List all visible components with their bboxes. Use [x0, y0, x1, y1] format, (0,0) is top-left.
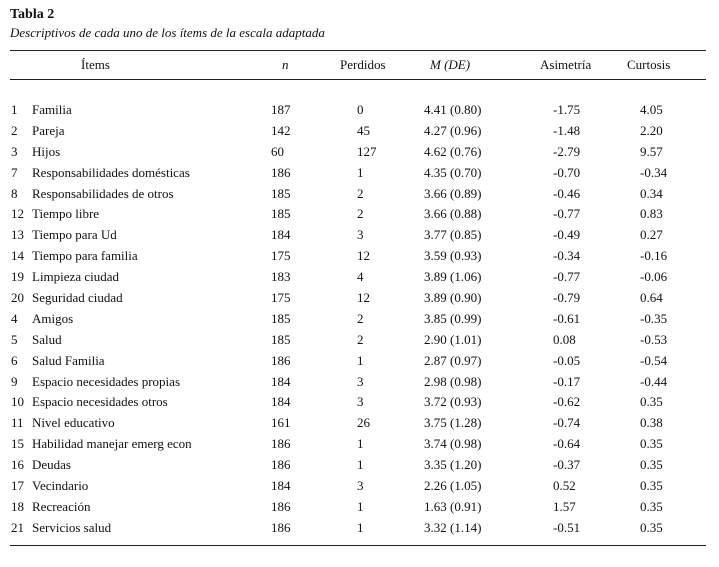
kurtosis-value: 0.27 — [640, 227, 663, 243]
n-value: 60 — [271, 143, 284, 159]
n-value: 142 — [271, 122, 291, 138]
table-row — [0, 227, 719, 248]
n-value: 184 — [271, 478, 291, 494]
lost-value: 1 — [357, 164, 364, 180]
item-number: 6 — [11, 352, 18, 368]
mean-sd-value: 3.66 (0.89) — [424, 185, 482, 201]
table-row — [0, 520, 719, 541]
asymmetry-value: -2.79 — [553, 143, 581, 159]
mean-sd-value: 1.63 (0.91) — [424, 498, 482, 514]
lost-value: 3 — [357, 394, 364, 410]
mean-sd-value: 3.89 (1.06) — [424, 269, 482, 285]
table-row — [0, 394, 719, 415]
table-row — [0, 290, 719, 311]
item-number: 5 — [11, 331, 18, 347]
header-items: Ítems — [81, 57, 110, 72]
item-number: 16 — [11, 457, 24, 473]
item-label: Vecindario — [32, 478, 89, 494]
table-row — [0, 186, 719, 207]
kurtosis-value: -0.53 — [640, 331, 668, 347]
n-value: 186 — [271, 519, 291, 535]
item-label: Hijos — [32, 143, 61, 159]
lost-value: 1 — [357, 436, 364, 452]
item-number: 3 — [11, 143, 18, 159]
mean-sd-value: 3.85 (0.99) — [424, 310, 482, 326]
mean-sd-value: 3.35 (1.20) — [424, 457, 482, 473]
top-rule — [10, 50, 706, 51]
asymmetry-value: -0.74 — [553, 415, 581, 431]
kurtosis-value: 0.64 — [640, 290, 663, 306]
item-label: Recreación — [32, 498, 91, 514]
asymmetry-value: 1.57 — [553, 498, 576, 514]
lost-value: 1 — [357, 498, 364, 514]
lost-value: 1 — [357, 519, 364, 535]
lost-value: 4 — [357, 269, 364, 285]
n-value: 184 — [271, 373, 291, 389]
item-label: Espacio necesidades otros — [32, 394, 168, 410]
table-row — [0, 165, 719, 186]
kurtosis-value: 0.83 — [640, 206, 663, 222]
item-number: 4 — [11, 310, 18, 326]
table-row — [0, 436, 719, 457]
item-label: Salud — [32, 331, 62, 347]
item-number: 19 — [11, 269, 24, 285]
lost-value: 26 — [357, 415, 370, 431]
header-asymmetry: Asimetría — [540, 57, 592, 72]
kurtosis-value: 0.35 — [640, 457, 663, 473]
item-number: 21 — [11, 519, 24, 535]
table-row — [0, 102, 719, 123]
item-number: 10 — [11, 394, 24, 410]
kurtosis-value: 0.35 — [640, 478, 663, 494]
item-number: 1 — [11, 102, 18, 117]
kurtosis-value: 9.57 — [640, 143, 663, 159]
item-label: Responsabilidades de otros — [32, 185, 174, 201]
n-value: 186 — [271, 457, 291, 473]
table-row — [0, 206, 719, 227]
asymmetry-value: -0.64 — [553, 436, 581, 452]
kurtosis-value: -0.16 — [640, 248, 668, 264]
kurtosis-value: 0.35 — [640, 498, 663, 514]
n-value: 184 — [271, 394, 291, 410]
item-label: Pareja — [32, 122, 65, 138]
lost-value: 1 — [357, 352, 364, 368]
n-value: 186 — [271, 352, 291, 368]
mean-sd-value: 3.74 (0.98) — [424, 436, 482, 452]
table-row — [0, 457, 719, 478]
n-value: 184 — [271, 227, 291, 243]
table-row — [0, 123, 719, 144]
table-row — [0, 353, 719, 374]
asymmetry-value: -0.62 — [553, 394, 581, 410]
mean-sd-value: 4.27 (0.96) — [424, 122, 482, 138]
n-value: 187 — [271, 102, 291, 117]
kurtosis-value: 0.35 — [640, 519, 663, 535]
asymmetry-value: -0.51 — [553, 519, 581, 535]
n-value: 186 — [271, 498, 291, 514]
lost-value: 45 — [357, 122, 370, 138]
kurtosis-value: 2.20 — [640, 122, 663, 138]
n-value: 183 — [271, 269, 291, 285]
lost-value: 2 — [357, 331, 364, 347]
table-row — [0, 248, 719, 269]
asymmetry-value: -0.05 — [553, 352, 581, 368]
kurtosis-value: -0.44 — [640, 373, 668, 389]
item-number: 8 — [11, 185, 18, 201]
kurtosis-value: 0.38 — [640, 415, 663, 431]
lost-value: 3 — [357, 373, 364, 389]
kurtosis-value: 0.34 — [640, 185, 663, 201]
n-value: 185 — [271, 185, 291, 201]
kurtosis-value: -0.06 — [640, 269, 668, 285]
mean-sd-value: 4.41 (0.80) — [424, 102, 482, 117]
lost-value: 2 — [357, 310, 364, 326]
asymmetry-value: -0.77 — [553, 269, 581, 285]
item-number: 7 — [11, 164, 18, 180]
mean-sd-value: 3.32 (1.14) — [424, 519, 482, 535]
item-label: Deudas — [32, 457, 71, 473]
kurtosis-value: 4.05 — [640, 102, 663, 117]
table-title: Tabla 2 — [10, 7, 55, 22]
mean-sd-value: 2.90 (1.01) — [424, 331, 482, 347]
kurtosis-value: -0.54 — [640, 352, 668, 368]
mean-sd-value: 2.26 (1.05) — [424, 478, 482, 494]
asymmetry-value: -0.34 — [553, 248, 581, 264]
lost-value: 2 — [357, 185, 364, 201]
asymmetry-value: -0.49 — [553, 227, 581, 243]
item-number: 12 — [11, 206, 24, 222]
lost-value: 12 — [357, 290, 370, 306]
mean-sd-value: 2.98 (0.98) — [424, 373, 482, 389]
item-label: Espacio necesidades propias — [32, 373, 181, 389]
item-label: Amigos — [32, 310, 74, 326]
header-rule — [10, 79, 706, 80]
n-value: 175 — [271, 290, 291, 306]
item-label: Tiempo libre — [32, 206, 100, 222]
table-row — [0, 144, 719, 165]
n-value: 185 — [271, 206, 291, 222]
mean-sd-value: 3.59 (0.93) — [424, 248, 482, 264]
table-row — [0, 332, 719, 353]
lost-value: 3 — [357, 227, 364, 243]
asymmetry-value: -0.61 — [553, 310, 581, 326]
mean-sd-value: 4.62 (0.76) — [424, 143, 482, 159]
asymmetry-value: -0.17 — [553, 373, 581, 389]
item-number: 14 — [11, 248, 24, 264]
item-number: 13 — [11, 227, 24, 243]
header-lost: Perdidos — [340, 57, 386, 72]
bottom-rule — [10, 545, 706, 546]
item-label: Limpieza ciudad — [32, 269, 119, 285]
asymmetry-value: 0.08 — [553, 331, 576, 347]
mean-sd-value: 3.89 (0.90) — [424, 290, 482, 306]
item-label: Tiempo para Ud — [32, 227, 117, 243]
header-n: n — [282, 57, 289, 72]
kurtosis-value: 0.35 — [640, 436, 663, 452]
item-number: 18 — [11, 498, 24, 514]
item-label: Responsabilidades domésticas — [32, 164, 190, 180]
n-value: 175 — [271, 248, 291, 264]
n-value: 185 — [271, 310, 291, 326]
n-value: 186 — [271, 436, 291, 452]
table-row — [0, 415, 719, 436]
mean-sd-value: 2.87 (0.97) — [424, 352, 482, 368]
header-kurtosis: Curtosis — [627, 57, 671, 72]
lost-value: 0 — [357, 102, 364, 117]
asymmetry-value: -0.77 — [553, 206, 581, 222]
asymmetry-value: 0.52 — [553, 478, 576, 494]
asymmetry-value: -0.46 — [553, 185, 581, 201]
mean-sd-value: 3.77 (0.85) — [424, 227, 482, 243]
header-mean-sd: M (DE) — [430, 57, 471, 72]
item-label: Tiempo para familia — [32, 248, 138, 264]
asymmetry-value: -0.70 — [553, 164, 581, 180]
table-subtitle: Descriptivos de cada uno de los ítems de la escala adaptada — [10, 25, 325, 40]
table-row — [0, 374, 719, 395]
n-value: 185 — [271, 331, 291, 347]
item-label: Nivel educativo — [32, 415, 115, 431]
mean-sd-value: 3.72 (0.93) — [424, 394, 482, 410]
item-label: Habilidad manejar emerg econ — [32, 436, 192, 452]
lost-value: 2 — [357, 206, 364, 222]
table-row — [0, 478, 719, 499]
lost-value: 1 — [357, 457, 364, 473]
item-number: 17 — [11, 478, 24, 494]
asymmetry-value: -1.48 — [553, 122, 581, 138]
item-number: 9 — [11, 373, 18, 389]
item-label: Familia — [32, 102, 72, 117]
item-number: 11 — [11, 415, 24, 431]
table-row — [0, 269, 719, 290]
kurtosis-value: 0.35 — [640, 394, 663, 410]
item-label: Salud Familia — [32, 352, 105, 368]
item-number: 20 — [11, 290, 24, 306]
n-value: 161 — [271, 415, 291, 431]
table-body — [0, 102, 719, 541]
table-row — [0, 311, 719, 332]
mean-sd-value: 3.75 (1.28) — [424, 415, 482, 431]
mean-sd-value: 3.66 (0.88) — [424, 206, 482, 222]
lost-value: 12 — [357, 248, 370, 264]
asymmetry-value: -1.75 — [553, 102, 581, 117]
asymmetry-value: -0.79 — [553, 290, 581, 306]
item-label: Seguridad ciudad — [32, 290, 123, 306]
lost-value: 127 — [357, 143, 377, 159]
mean-sd-value: 4.35 (0.70) — [424, 164, 482, 180]
item-number: 15 — [11, 436, 24, 452]
n-value: 186 — [271, 164, 291, 180]
item-number: 2 — [11, 122, 18, 138]
asymmetry-value: -0.37 — [553, 457, 581, 473]
kurtosis-value: -0.34 — [640, 164, 668, 180]
table-row — [0, 499, 719, 520]
lost-value: 3 — [357, 478, 364, 494]
item-label: Servicios salud — [32, 519, 112, 535]
kurtosis-value: -0.35 — [640, 310, 668, 326]
